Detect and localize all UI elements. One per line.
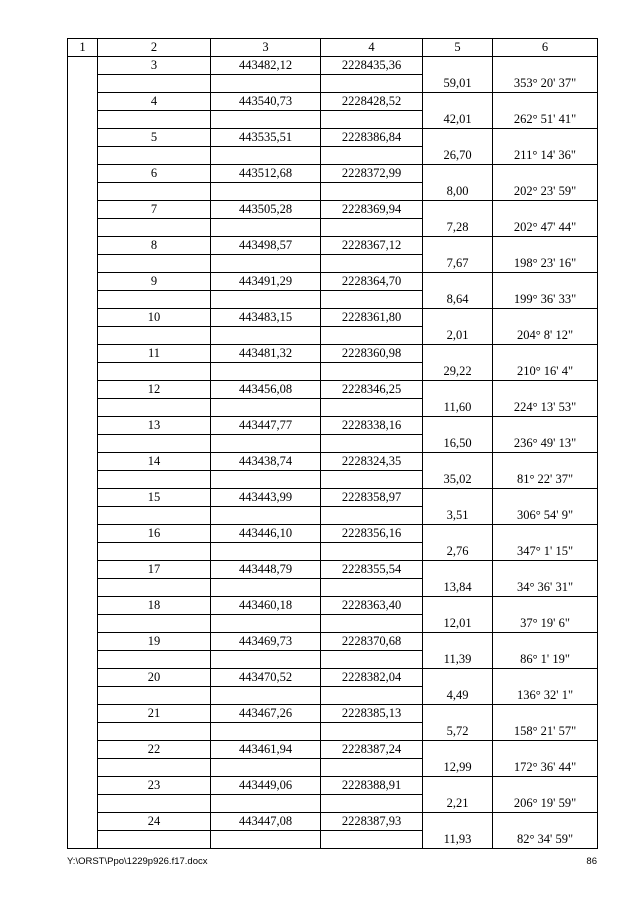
y-coordinate-cell: 2228338,16 — [321, 417, 423, 435]
direction-angle-cell: 81° 22' 37" — [493, 471, 598, 489]
y-coordinate-cell: 2228372,99 — [321, 165, 423, 183]
table-row — [68, 651, 598, 669]
point-number-cell: 12 — [98, 381, 211, 399]
distance-empty-cell — [423, 705, 493, 723]
empty-cell — [211, 471, 321, 489]
x-coordinate-cell: 443482,12 — [211, 57, 321, 75]
point-number-cell: 5 — [98, 129, 211, 147]
x-coordinate-cell: 443449,06 — [211, 777, 321, 795]
empty-cell — [321, 579, 423, 597]
table-row — [68, 813, 598, 831]
distance-empty-cell — [423, 57, 493, 75]
angle-empty-cell — [493, 273, 598, 291]
distance-cell: 2,21 — [423, 795, 493, 813]
empty-cell — [321, 759, 423, 777]
distance-cell: 8,64 — [423, 291, 493, 309]
y-coordinate-cell: 2228370,68 — [321, 633, 423, 651]
distance-empty-cell — [423, 525, 493, 543]
point-number-cell: 20 — [98, 669, 211, 687]
coordinates-table — [67, 38, 598, 849]
distance-empty-cell — [423, 597, 493, 615]
direction-angle-cell: 202° 47' 44" — [493, 219, 598, 237]
angle-empty-cell — [493, 417, 598, 435]
direction-angle-cell: 136° 32' 1" — [493, 687, 598, 705]
x-coordinate-cell: 443491,29 — [211, 273, 321, 291]
direction-angle-cell: 86° 1' 19" — [493, 651, 598, 669]
empty-cell — [98, 543, 211, 561]
point-number-cell: 6 — [98, 165, 211, 183]
y-coordinate-cell: 2228358,97 — [321, 489, 423, 507]
angle-empty-cell — [493, 165, 598, 183]
table-row — [68, 309, 598, 327]
x-coordinate-cell: 443469,73 — [211, 633, 321, 651]
empty-cell — [211, 255, 321, 273]
empty-cell — [211, 723, 321, 741]
angle-empty-cell — [493, 705, 598, 723]
table-row — [68, 453, 598, 471]
point-number-cell: 11 — [98, 345, 211, 363]
empty-cell — [321, 147, 423, 165]
table-row — [68, 633, 598, 651]
table-row — [68, 327, 598, 345]
empty-cell — [211, 507, 321, 525]
direction-angle-cell: 211° 14' 36" — [493, 147, 598, 165]
column-header-5: 5 — [423, 39, 493, 57]
table-row — [68, 777, 598, 795]
empty-cell — [211, 579, 321, 597]
empty-cell — [321, 651, 423, 669]
point-number-cell: 17 — [98, 561, 211, 579]
empty-cell — [321, 111, 423, 129]
table-row — [68, 183, 598, 201]
distance-cell: 11,93 — [423, 831, 493, 849]
empty-cell — [211, 219, 321, 237]
empty-cell — [98, 111, 211, 129]
distance-empty-cell — [423, 777, 493, 795]
table-row — [68, 561, 598, 579]
column-header-1: 1 — [68, 39, 98, 57]
y-coordinate-cell: 2228361,80 — [321, 309, 423, 327]
empty-cell — [98, 363, 211, 381]
table-row — [68, 507, 598, 525]
y-coordinate-cell: 2228382,04 — [321, 669, 423, 687]
angle-empty-cell — [493, 345, 598, 363]
empty-cell — [98, 219, 211, 237]
x-coordinate-cell: 443483,15 — [211, 309, 321, 327]
point-number-cell: 15 — [98, 489, 211, 507]
table-row — [68, 273, 598, 291]
empty-cell — [211, 615, 321, 633]
distance-cell: 29,22 — [423, 363, 493, 381]
angle-empty-cell — [493, 525, 598, 543]
distance-cell: 16,50 — [423, 435, 493, 453]
distance-empty-cell — [423, 165, 493, 183]
distance-empty-cell — [423, 309, 493, 327]
direction-angle-cell: 224° 13' 53" — [493, 399, 598, 417]
direction-angle-cell: 82° 34' 59" — [493, 831, 598, 849]
point-number-cell: 14 — [98, 453, 211, 471]
table-row — [68, 759, 598, 777]
empty-cell — [321, 507, 423, 525]
y-coordinate-cell: 2228363,40 — [321, 597, 423, 615]
table-row — [68, 363, 598, 381]
distance-empty-cell — [423, 453, 493, 471]
point-number-cell: 24 — [98, 813, 211, 831]
direction-angle-cell: 204° 8' 12" — [493, 327, 598, 345]
empty-cell — [321, 543, 423, 561]
angle-empty-cell — [493, 93, 598, 111]
table-row — [68, 381, 598, 399]
distance-cell: 11,39 — [423, 651, 493, 669]
empty-cell — [321, 183, 423, 201]
direction-angle-cell: 347° 1' 15" — [493, 543, 598, 561]
direction-angle-cell: 37° 19' 6" — [493, 615, 598, 633]
distance-empty-cell — [423, 345, 493, 363]
y-coordinate-cell: 2228324,35 — [321, 453, 423, 471]
table-row — [68, 75, 598, 93]
empty-cell — [321, 75, 423, 93]
point-number-cell: 16 — [98, 525, 211, 543]
empty-cell — [98, 615, 211, 633]
empty-cell — [321, 615, 423, 633]
empty-cell — [321, 327, 423, 345]
table-row — [68, 147, 598, 165]
angle-empty-cell — [493, 633, 598, 651]
table-row — [68, 129, 598, 147]
y-coordinate-cell: 2228387,24 — [321, 741, 423, 759]
empty-cell — [98, 399, 211, 417]
empty-cell — [321, 219, 423, 237]
angle-empty-cell — [493, 597, 598, 615]
empty-cell — [321, 687, 423, 705]
empty-cell — [211, 795, 321, 813]
y-coordinate-cell: 2228364,70 — [321, 273, 423, 291]
x-coordinate-cell: 443470,52 — [211, 669, 321, 687]
distance-cell: 8,00 — [423, 183, 493, 201]
table-row — [68, 597, 598, 615]
table-header-row — [68, 39, 598, 57]
empty-cell — [98, 327, 211, 345]
distance-cell: 2,01 — [423, 327, 493, 345]
angle-empty-cell — [493, 381, 598, 399]
direction-angle-cell: 158° 21' 57" — [493, 723, 598, 741]
x-coordinate-cell: 443447,08 — [211, 813, 321, 831]
angle-empty-cell — [493, 777, 598, 795]
empty-cell — [321, 363, 423, 381]
distance-empty-cell — [423, 669, 493, 687]
table-row — [68, 93, 598, 111]
empty-cell — [98, 507, 211, 525]
distance-cell: 12,99 — [423, 759, 493, 777]
empty-cell — [321, 831, 423, 849]
x-coordinate-cell: 443446,10 — [211, 525, 321, 543]
x-coordinate-cell: 443540,73 — [211, 93, 321, 111]
x-coordinate-cell: 443460,18 — [211, 597, 321, 615]
point-number-cell: 10 — [98, 309, 211, 327]
empty-cell — [211, 291, 321, 309]
distance-cell: 3,51 — [423, 507, 493, 525]
table-row — [68, 399, 598, 417]
direction-angle-cell: 199° 36' 33" — [493, 291, 598, 309]
empty-cell — [98, 831, 211, 849]
table-row — [68, 579, 598, 597]
y-coordinate-cell: 2228428,52 — [321, 93, 423, 111]
point-number-cell: 8 — [98, 237, 211, 255]
table-row — [68, 219, 598, 237]
distance-cell: 26,70 — [423, 147, 493, 165]
y-coordinate-cell: 2228388,91 — [321, 777, 423, 795]
distance-cell: 2,76 — [423, 543, 493, 561]
y-coordinate-cell: 2228369,94 — [321, 201, 423, 219]
footer-page-number: 86 — [586, 856, 597, 867]
point-number-cell: 7 — [98, 201, 211, 219]
table-row — [68, 111, 598, 129]
distance-cell: 59,01 — [423, 75, 493, 93]
distance-empty-cell — [423, 741, 493, 759]
table-row — [68, 201, 598, 219]
distance-empty-cell — [423, 129, 493, 147]
x-coordinate-cell: 443512,68 — [211, 165, 321, 183]
column-1-cell — [68, 57, 98, 849]
distance-cell: 5,72 — [423, 723, 493, 741]
empty-cell — [98, 147, 211, 165]
empty-cell — [321, 471, 423, 489]
point-number-cell: 13 — [98, 417, 211, 435]
point-number-cell: 9 — [98, 273, 211, 291]
empty-cell — [211, 543, 321, 561]
angle-empty-cell — [493, 741, 598, 759]
angle-empty-cell — [493, 669, 598, 687]
x-coordinate-cell: 443461,94 — [211, 741, 321, 759]
distance-empty-cell — [423, 633, 493, 651]
empty-cell — [211, 183, 321, 201]
empty-cell — [211, 111, 321, 129]
empty-cell — [98, 759, 211, 777]
point-number-cell: 18 — [98, 597, 211, 615]
distance-empty-cell — [423, 237, 493, 255]
distance-cell: 7,28 — [423, 219, 493, 237]
y-coordinate-cell: 2228435,36 — [321, 57, 423, 75]
distance-cell: 42,01 — [423, 111, 493, 129]
angle-empty-cell — [493, 129, 598, 147]
empty-cell — [321, 255, 423, 273]
direction-angle-cell: 353° 20' 37" — [493, 75, 598, 93]
empty-cell — [321, 291, 423, 309]
y-coordinate-cell: 2228367,12 — [321, 237, 423, 255]
column-header-6: 6 — [493, 39, 598, 57]
distance-empty-cell — [423, 417, 493, 435]
distance-empty-cell — [423, 201, 493, 219]
distance-empty-cell — [423, 93, 493, 111]
direction-angle-cell: 210° 16' 4" — [493, 363, 598, 381]
table-row — [68, 525, 598, 543]
table-row — [68, 489, 598, 507]
table-row — [68, 615, 598, 633]
table-row — [68, 165, 598, 183]
distance-cell: 7,67 — [423, 255, 493, 273]
empty-cell — [211, 435, 321, 453]
point-number-cell: 4 — [98, 93, 211, 111]
table-row — [68, 831, 598, 849]
angle-empty-cell — [493, 489, 598, 507]
direction-angle-cell: 306° 54' 9" — [493, 507, 598, 525]
x-coordinate-cell: 443438,74 — [211, 453, 321, 471]
y-coordinate-cell: 2228355,54 — [321, 561, 423, 579]
point-number-cell: 23 — [98, 777, 211, 795]
table-row — [68, 255, 598, 273]
empty-cell — [321, 399, 423, 417]
x-coordinate-cell: 443505,28 — [211, 201, 321, 219]
x-coordinate-cell: 443535,51 — [211, 129, 321, 147]
distance-empty-cell — [423, 381, 493, 399]
table-row — [68, 795, 598, 813]
empty-cell — [211, 687, 321, 705]
table-row — [68, 57, 598, 75]
table-row — [68, 237, 598, 255]
empty-cell — [211, 831, 321, 849]
distance-cell: 11,60 — [423, 399, 493, 417]
empty-cell — [98, 291, 211, 309]
table-row — [68, 471, 598, 489]
y-coordinate-cell: 2228386,84 — [321, 129, 423, 147]
angle-empty-cell — [493, 309, 598, 327]
column-header-3: 3 — [211, 39, 321, 57]
coordinates-table-body — [68, 39, 598, 849]
empty-cell — [321, 723, 423, 741]
angle-empty-cell — [493, 201, 598, 219]
distance-empty-cell — [423, 273, 493, 291]
x-coordinate-cell: 443498,57 — [211, 237, 321, 255]
empty-cell — [98, 75, 211, 93]
distance-cell: 35,02 — [423, 471, 493, 489]
point-number-cell: 21 — [98, 705, 211, 723]
direction-angle-cell: 34° 36' 31" — [493, 579, 598, 597]
empty-cell — [211, 651, 321, 669]
direction-angle-cell: 202° 23' 59" — [493, 183, 598, 201]
empty-cell — [98, 687, 211, 705]
table-row — [68, 345, 598, 363]
x-coordinate-cell: 443456,08 — [211, 381, 321, 399]
direction-angle-cell: 198° 23' 16" — [493, 255, 598, 273]
y-coordinate-cell: 2228360,98 — [321, 345, 423, 363]
table-row — [68, 291, 598, 309]
table-row — [68, 669, 598, 687]
footer-file-path: Y:\ORST\Ppo\1229p926.f17.docx — [67, 856, 208, 867]
column-header-4: 4 — [321, 39, 423, 57]
x-coordinate-cell: 443481,32 — [211, 345, 321, 363]
empty-cell — [98, 723, 211, 741]
y-coordinate-cell: 2228385,13 — [321, 705, 423, 723]
distance-empty-cell — [423, 561, 493, 579]
distance-empty-cell — [423, 813, 493, 831]
y-coordinate-cell: 2228387,93 — [321, 813, 423, 831]
direction-angle-cell: 262° 51' 41" — [493, 111, 598, 129]
empty-cell — [98, 183, 211, 201]
direction-angle-cell: 206° 19' 59" — [493, 795, 598, 813]
empty-cell — [98, 651, 211, 669]
x-coordinate-cell: 443443,99 — [211, 489, 321, 507]
empty-cell — [98, 435, 211, 453]
empty-cell — [211, 363, 321, 381]
direction-angle-cell: 172° 36' 44" — [493, 759, 598, 777]
empty-cell — [98, 471, 211, 489]
direction-angle-cell: 236° 49' 13" — [493, 435, 598, 453]
column-header-2: 2 — [98, 39, 211, 57]
angle-empty-cell — [493, 57, 598, 75]
empty-cell — [98, 255, 211, 273]
empty-cell — [98, 795, 211, 813]
empty-cell — [211, 147, 321, 165]
angle-empty-cell — [493, 453, 598, 471]
empty-cell — [211, 759, 321, 777]
table-row — [68, 417, 598, 435]
distance-cell: 13,84 — [423, 579, 493, 597]
point-number-cell: 22 — [98, 741, 211, 759]
y-coordinate-cell: 2228356,16 — [321, 525, 423, 543]
point-number-cell: 19 — [98, 633, 211, 651]
empty-cell — [211, 327, 321, 345]
distance-empty-cell — [423, 489, 493, 507]
angle-empty-cell — [493, 237, 598, 255]
empty-cell — [321, 795, 423, 813]
angle-empty-cell — [493, 813, 598, 831]
empty-cell — [321, 435, 423, 453]
table-row — [68, 435, 598, 453]
angle-empty-cell — [493, 561, 598, 579]
x-coordinate-cell: 443467,26 — [211, 705, 321, 723]
table-row — [68, 687, 598, 705]
table-row — [68, 741, 598, 759]
empty-cell — [98, 579, 211, 597]
distance-cell: 4,49 — [423, 687, 493, 705]
point-number-cell: 3 — [98, 57, 211, 75]
table-row — [68, 705, 598, 723]
empty-cell — [211, 75, 321, 93]
x-coordinate-cell: 443448,79 — [211, 561, 321, 579]
distance-cell: 12,01 — [423, 615, 493, 633]
table-row — [68, 723, 598, 741]
table-row — [68, 543, 598, 561]
x-coordinate-cell: 443447,77 — [211, 417, 321, 435]
y-coordinate-cell: 2228346,25 — [321, 381, 423, 399]
empty-cell — [211, 399, 321, 417]
